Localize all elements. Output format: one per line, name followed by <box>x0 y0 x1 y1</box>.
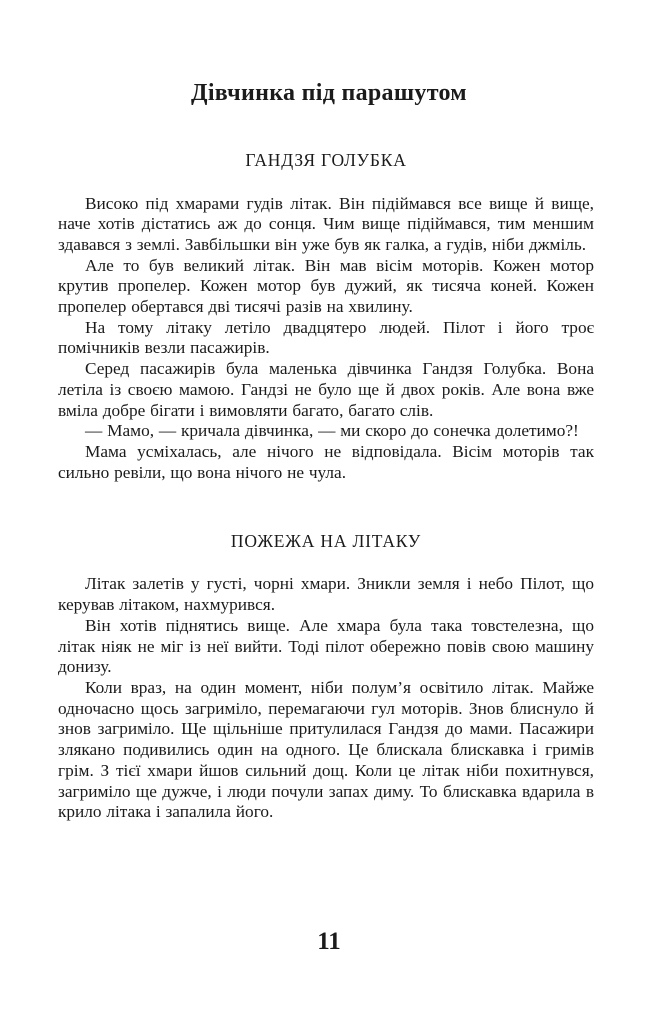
page-number: 11 <box>317 928 341 955</box>
paragraph: Серед пасажирів була маленька дівчинка Гандзя Голубка. Вона летіла із своєю мамою. Гандзі не було ще й двох років. Але вона вже вміла добре бігати і вимовляти багато, багато слів. <box>58 359 594 420</box>
paragraph: На тому літаку летіло двадцятеро людей. Пілот і його троє помічників везли пасажирів. <box>58 317 594 358</box>
paragraph: Коли враз, на один момент, ніби полум’я освітило літак. Майже одночасно щось загриміло, перемагаючи гул моторів. Знов блиснуло й знов загриміло. Ще щільніше притулилася Гандзя до мами. Пасажири злякано подивились один на одного. Це блискала блискавка і гримів грім. З тієї хмари йшов сильний дощ. Коли це літак ніби похитнувся, загриміло ще дужче, і люди почули запах диму. То блискавка вдарила в крило літака і запалила його. <box>58 678 594 822</box>
paragraph: Мама усміхалась, але нічого не відповідала. Вісім моторів так сильно ревіли, що вона нічого не чула. <box>58 441 594 482</box>
story-section-gandzia-golubka <box>58 150 594 483</box>
paragraph: Але то був великий літак. Він мав вісім моторів. Кожен мотор крутив пропелер. Кожен мотор був дужий, як тисяча коней. Кожен пропелер обертався дві тисячі разів на хвилину. <box>58 255 594 317</box>
story-section-pozhezha-na-litaku <box>58 531 594 823</box>
paragraph: — Мамо, — кричала дівчинка, — ми скоро до сонечка долетимо?! <box>85 421 579 441</box>
story-heading: ПОЖЕЖА НА ЛІТАКУ <box>230 531 422 552</box>
chapter-title: Дівчинка під парашутом <box>191 80 467 106</box>
paragraph: Високо під хмарами гудів літак. Він підіймався все вище й вище, наче хотів дістатись аж до сонця. Чим вище підіймався, тим меншим здавався з землі. Завбільшки він уже був як галка, а гудів, ніби джміль. <box>58 193 594 254</box>
paragraph: Літак залетів у густі, чорні хмари. Зникли земля і небо Пілот, що керував літаком, нахмурився. <box>58 574 594 615</box>
paragraph: Він хотів піднятись вище. Але хмара була така товстелезна, що літак ніяк не міг із неї вийти. Тоді пілот обережно повів свою машину донизу. <box>58 615 594 677</box>
text-column <box>0 150 658 823</box>
story-heading: ГАНДЗЯ ГОЛУБКА <box>245 150 407 171</box>
